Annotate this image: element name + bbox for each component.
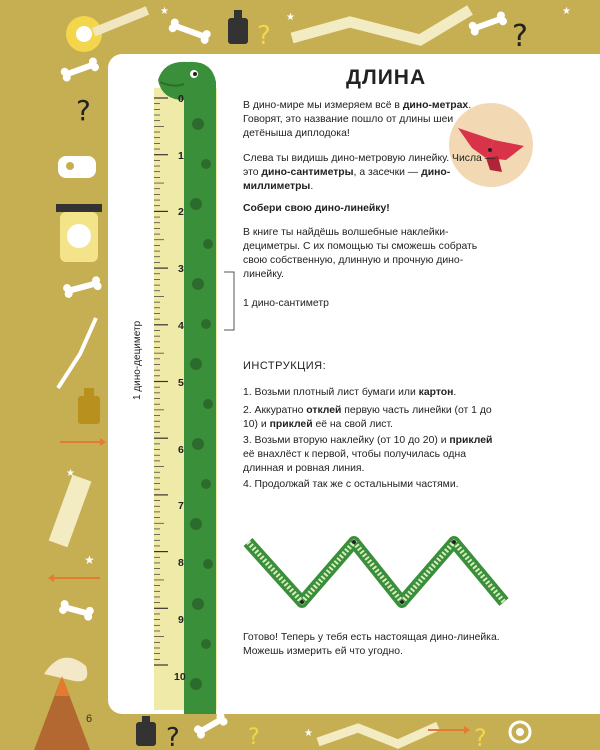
star-icon-4: ★ bbox=[66, 468, 75, 479]
question-icon-4: ? bbox=[166, 723, 180, 750]
intro-paragraph-2: Слева ты видишь дино-метровую линейку. Числа — это дино-сантиметры, а засечки — дино-миллиметры. bbox=[243, 153, 496, 192]
final-text: Готово! Теперь у тебя есть настоящая дино-линейка. Можешь измерить ей что угодно. bbox=[243, 632, 500, 657]
top-decor bbox=[0, 0, 600, 56]
spiral-icon bbox=[510, 722, 530, 742]
instructions-heading: ИНСТРУКЦИЯ: bbox=[243, 360, 327, 372]
ruler-number: 10 bbox=[174, 671, 186, 683]
skull-icon bbox=[58, 156, 96, 178]
bone-icon-4 bbox=[62, 275, 102, 298]
star-icon-5: ★ bbox=[84, 553, 95, 567]
scale-icon bbox=[56, 204, 102, 262]
left-decor bbox=[0, 56, 108, 750]
ruler-number: 6 bbox=[178, 444, 184, 456]
ruler-number: 2 bbox=[178, 206, 184, 218]
bone-icon-6 bbox=[193, 714, 229, 740]
ruler-zigzag-icon-2 bbox=[318, 726, 438, 744]
bone-icon-2 bbox=[468, 10, 508, 36]
ruler-piece-icon bbox=[49, 475, 92, 548]
weight-icon-2 bbox=[78, 388, 100, 424]
star-icon-2: ★ bbox=[286, 12, 295, 23]
question-icon: ? bbox=[257, 21, 271, 51]
instruction-step-1: 1. Возьми плотный лист бумаги или картон. bbox=[243, 387, 457, 398]
page-number: 6 bbox=[86, 713, 93, 725]
question-icon-5: ? bbox=[248, 725, 260, 750]
instruction-step-4: 4. Продолжай так же с остальными частями. bbox=[243, 479, 459, 490]
ruler-number: 1 bbox=[178, 150, 184, 162]
intro-paragraph-3: В книге ты найдёшь волшебные наклейки-дециметры. С их помощью ты сможешь собрать свою собственную, длинную и прочную дино-линейку. bbox=[243, 227, 478, 280]
ruler-zigzag-icon bbox=[292, 10, 470, 40]
page-title: ДЛИНА bbox=[346, 66, 427, 89]
bone-icon-3 bbox=[60, 56, 100, 82]
star-icon: ★ bbox=[160, 6, 169, 17]
decimeter-label: 1 дино-дециметр bbox=[132, 320, 143, 400]
ruler-number: 7 bbox=[178, 500, 184, 512]
ruler-number: 8 bbox=[178, 557, 184, 569]
volcano-icon bbox=[34, 658, 93, 750]
ruler-number: 4 bbox=[178, 320, 184, 332]
zigzag-ruler-illustration bbox=[242, 530, 514, 612]
ruler-number: 5 bbox=[178, 377, 184, 389]
intro-heading: Собери свою дино-линейку! bbox=[243, 203, 390, 214]
weight-icon bbox=[228, 10, 248, 44]
cm-label: 1 дино-сантиметр bbox=[243, 298, 329, 309]
question-icon-3: ? bbox=[76, 94, 91, 127]
bottom-decor bbox=[108, 714, 600, 750]
ruler-number: 3 bbox=[178, 263, 184, 275]
question-icon-6: ? bbox=[474, 724, 487, 750]
instruction-step-2: 2. Аккуратно отклей первую часть линейки (от 1 до 10) и приклей её на свой лист. bbox=[243, 405, 492, 430]
cm-bracket bbox=[222, 270, 242, 334]
ruler-number: 9 bbox=[178, 614, 184, 626]
ruler-ticks bbox=[154, 0, 184, 714]
question-icon-2: ? bbox=[512, 19, 528, 54]
instruction-step-3: 3. Возьми вторую наклейку (от 10 до 20) и приклей её внахлёст к первой, чтобы получилась одна длинная и ровная линия. bbox=[243, 435, 493, 474]
weight-icon-3 bbox=[136, 716, 156, 746]
tape-measure-icon bbox=[66, 6, 149, 52]
ruler-number: 0 bbox=[178, 93, 184, 105]
star-icon-3: ★ bbox=[562, 6, 571, 17]
bone-icon-5 bbox=[58, 599, 94, 621]
intro-paragraph-1: В дино-мире мы измеряем всё в дино-метрах. Говорят, это название пошло от длины шеи детёныша диплодока! bbox=[243, 100, 472, 139]
spine-icon bbox=[58, 318, 96, 388]
star-icon-6: ★ bbox=[304, 728, 313, 739]
